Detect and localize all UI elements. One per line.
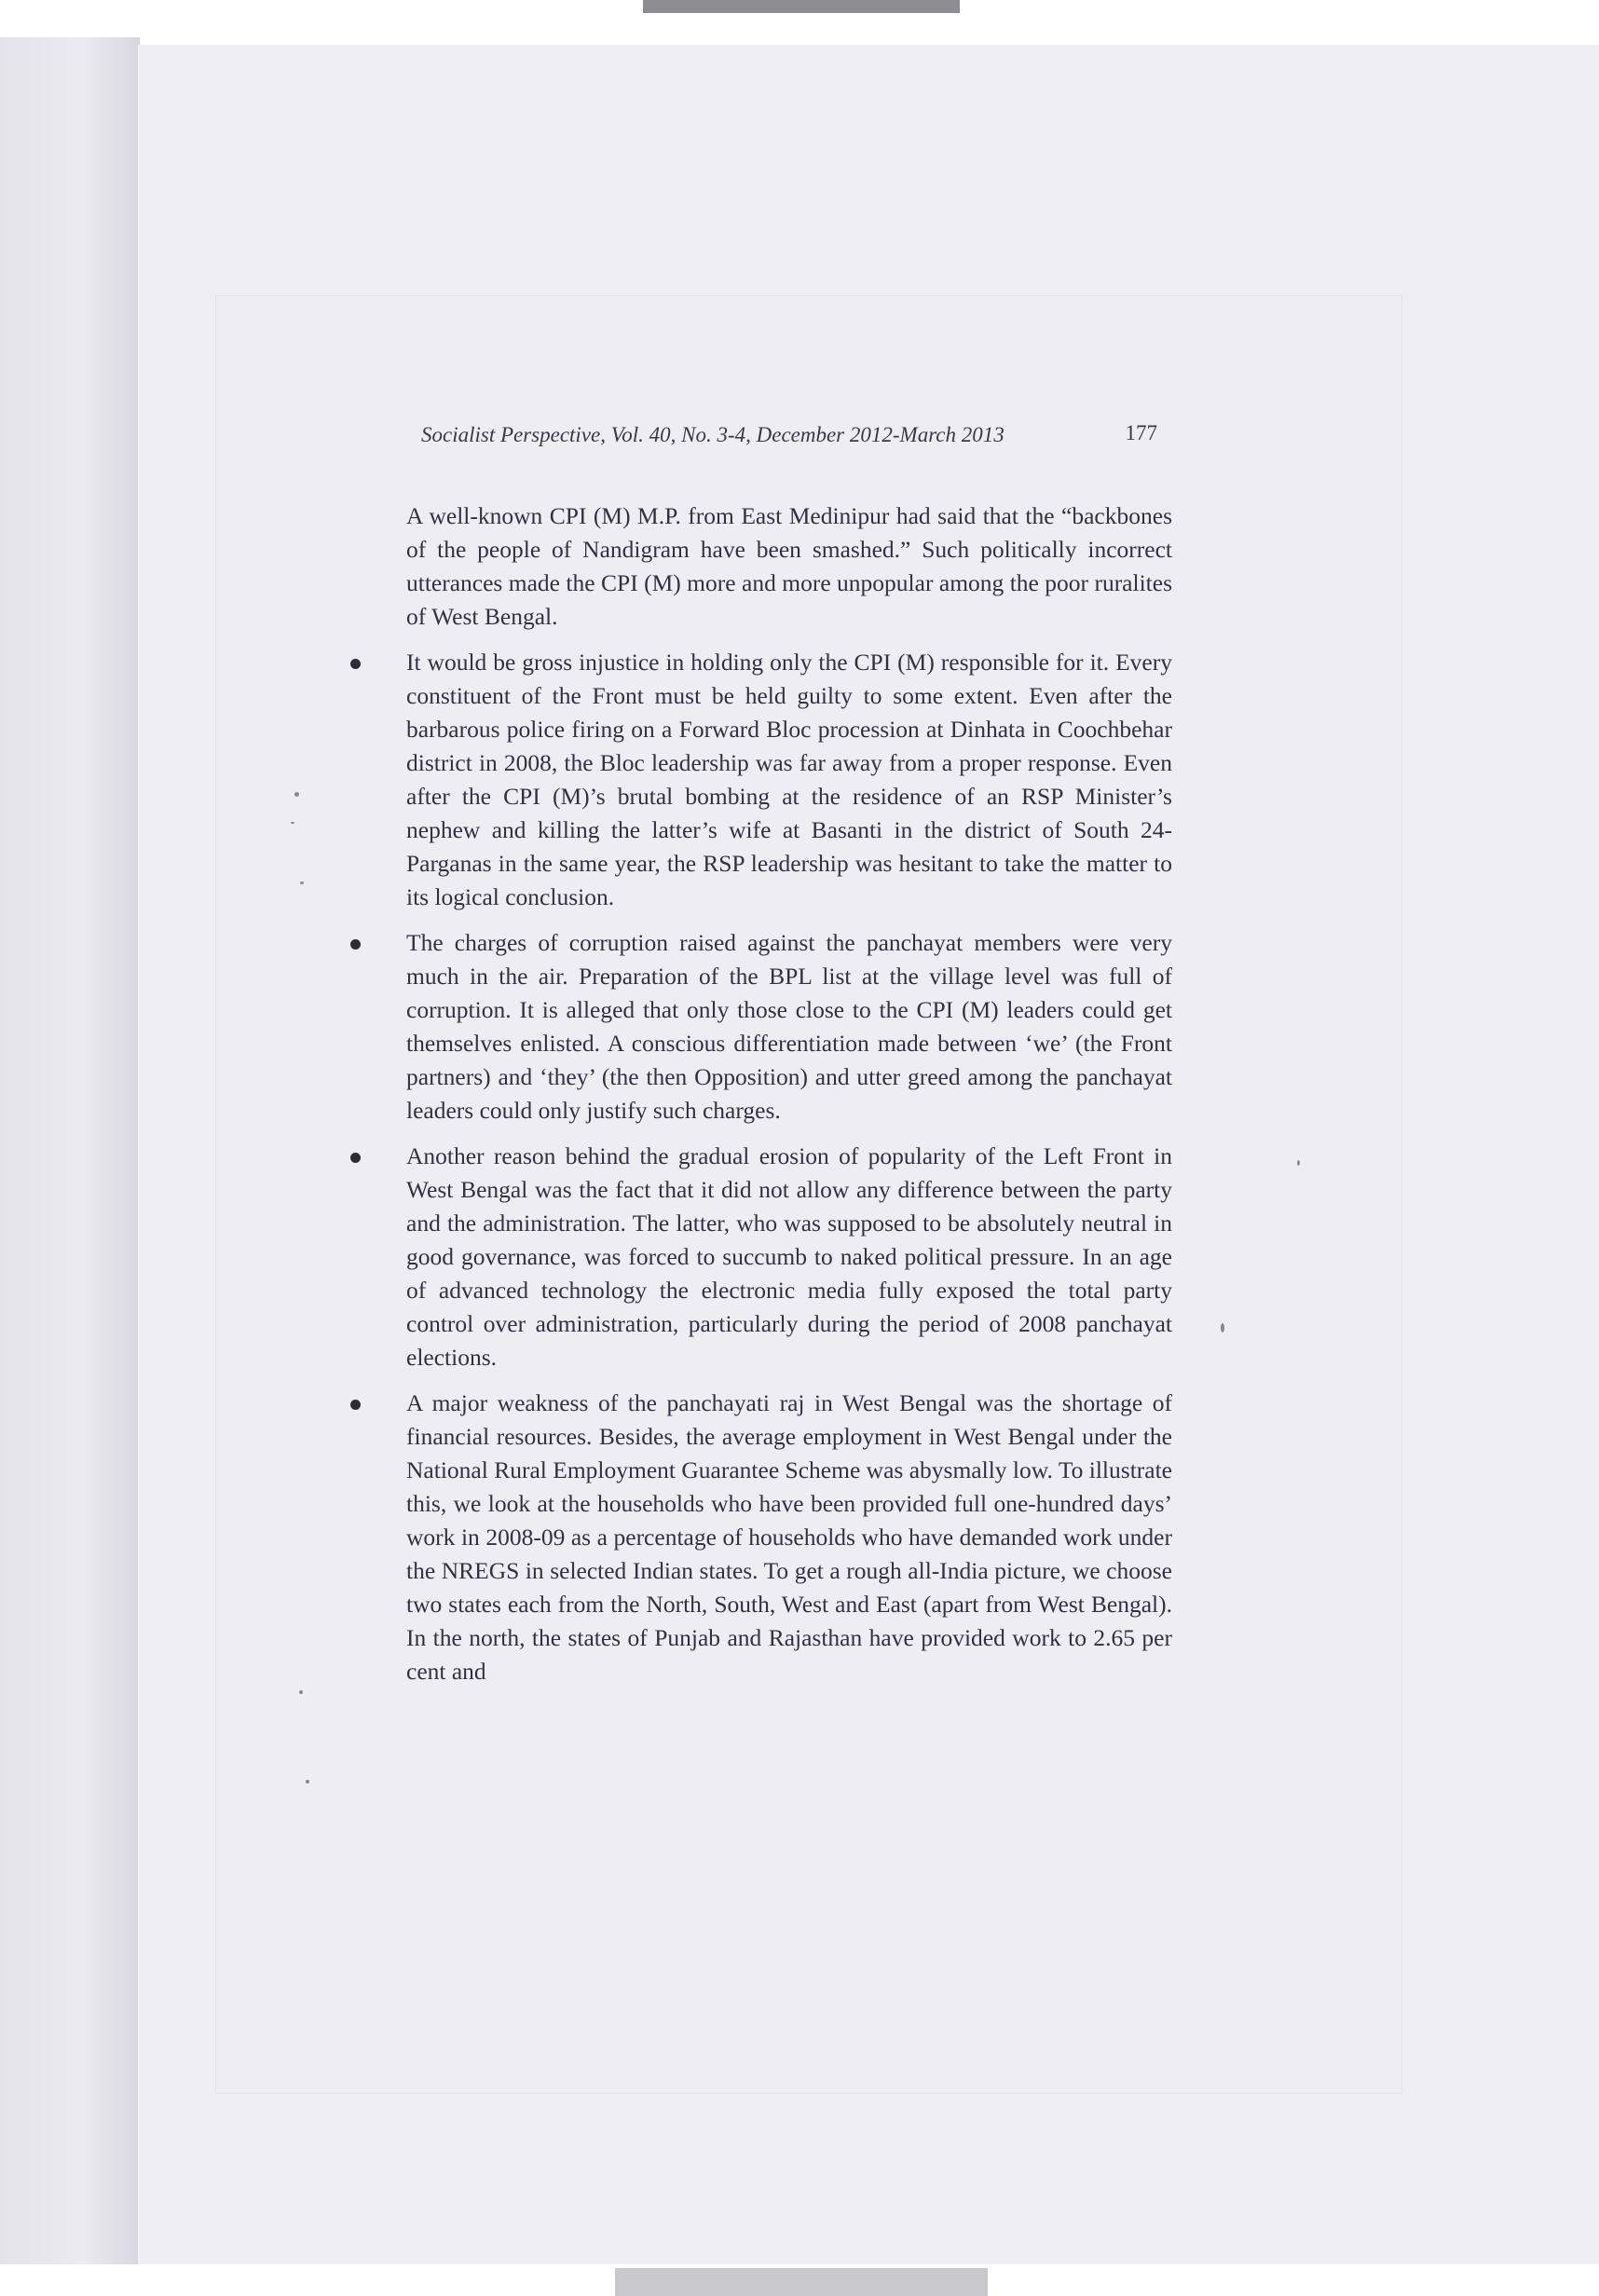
book-spine-margin [0,37,140,2264]
margin-speck [1221,1323,1224,1332]
bullet-icon [350,659,361,669]
bullet-point [406,926,1172,1128]
bullet-icon [350,1153,361,1163]
margin-speck [306,1780,309,1784]
bullet-point [406,1140,1172,1374]
margin-speck [291,822,294,824]
intro-paragraph: A well-known CPI (M) M.P. from East Medinipur had said that the “backbones of the people of Nandigram have been smashed.” Such politically incorrect utterances made the CPI (M) more and more unpopular among the poor ruralites of West Bengal. [406,502,1172,630]
bullet-text: The charges of corruption raised against the panchayat members were very much in the air. Preparation of the BPL list at the village level was full of corruption. It is alleged that only those close to the CPI (M) leaders could get themselves enlisted. A conscious differentiation made between ‘we’ (the Front partners) and ‘they’ (the then Opposition) and utter greed among the panchayat leaders could only justify such charges. [406,929,1172,1124]
margin-speck [300,882,304,884]
bullet-point [406,1387,1172,1688]
bullet-text: It would be gross injustice in holding only the CPI (M) responsible for it. Every constituent of the Front must be held guilty to some extent. Even after the barbarous police firing on a Forward Bloc procession at Dinhata in Coochbehar district in 2008, the Bloc leadership was far away from a proper response. Even after the CPI (M)’s brutal bombing at the residence of an RSP Minister’s nephew and killing the latter’s wife at Basanti in the district of South 24-Parganas in the same year, the RSP leadership was hesitant to take the matter to its logical conclusion. [406,649,1172,910]
margin-speck [294,792,299,797]
bullet-icon [350,939,361,950]
bullet-text: A major weakness of the panchayati raj in West Bengal was the shortage of financial resources. Besides, the average employment in West Bengal under the National Rural Employment Guarantee Scheme was abysmally low. To illustrate this, we look at the households who have been provided full one-hundred days’ work in 2008-09 as a percentage of households who have demanded work under the NREGS in selected Indian states. To get a rough all-India picture, we choose two states each from the North, South, West and East (apart from West Bengal). In the north, the states of Punjab and Rajasthan have provided work to 2.65 per cent and [406,1389,1172,1685]
margin-speck [299,1690,303,1694]
scanner-bottom-edge [0,2264,1599,2296]
scanner-top-tab [643,0,960,13]
margin-speck [1297,1160,1300,1166]
scanner-bottom-tab [615,2268,988,2296]
journal-citation: Socialist Perspective, Vol. 40, No. 3-4, December 2012-March 2013 [421,423,1004,446]
bullet-point [406,646,1172,914]
running-head [421,417,1157,455]
article-body [406,499,1172,1701]
scanner-top-edge [0,0,1599,48]
bullet-icon [350,1400,361,1410]
bullet-text: Another reason behind the gradual erosion of popularity of the Left Front in West Bengal was the fact that it did not allow any difference between the party and the administration. The latter, who was supposed to be absolutely neutral in good governance, was forced to succumb to naked political pressure. In an age of advanced technology the electronic media fully exposed the total party control over administration, particularly during the period of 2008 panchayat elections. [406,1142,1172,1371]
page-number: 177 [1125,421,1157,444]
